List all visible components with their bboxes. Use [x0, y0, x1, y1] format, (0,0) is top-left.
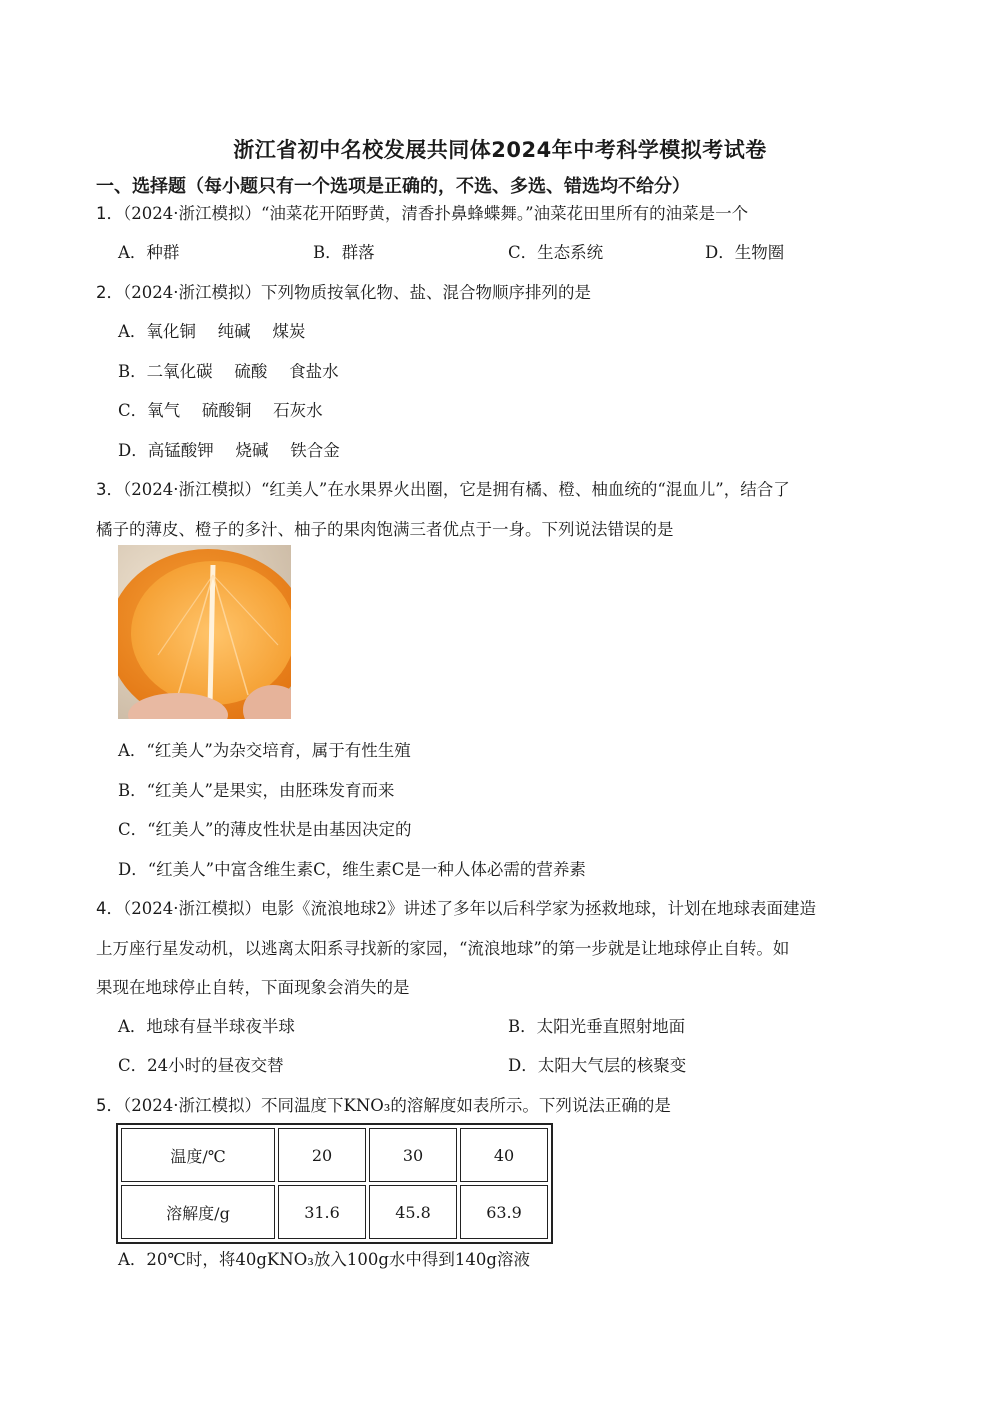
option-b: B．群落 — [313, 243, 375, 262]
option-b: B．“红美人”是果实，由胚珠发育而来 — [118, 781, 395, 800]
question-text: 不同温度下KNO₃的溶解度如表所示。下列说法正确的是 — [261, 1096, 671, 1115]
option-d: D．太阳大气层的核聚变 — [508, 1056, 687, 1075]
orange-fruit-image — [118, 545, 291, 719]
table-cell: 20 — [278, 1128, 366, 1182]
question-2-stem — [96, 281, 591, 305]
question-text: 下列物质按氧化物、盐、混合物顺序排列的是 — [261, 283, 591, 302]
question-1-stem — [96, 202, 748, 226]
option-b: B．太阳光垂直照射地面 — [508, 1017, 686, 1036]
option-a: A．20℃时，将40gKNO₃放入100g水中得到140g溶液 — [118, 1250, 530, 1269]
page-title: 浙江省初中名校发展共同体2024年中考科学模拟考试卷 — [233, 138, 767, 162]
option-c: C．氧气 硫酸铜 石灰水 — [118, 401, 323, 420]
option-d: D．“红美人”中富含维生素C，维生素C是一种人体必需的营养素 — [118, 860, 586, 879]
option-d: D．高锰酸钾 烧碱 铁合金 — [118, 441, 340, 460]
question-source-tag: （2024·浙江模拟） — [123, 480, 261, 499]
section-heading: 一、选择题（每小题只有一个选项是正确的，不选、多选、错选均不给分） — [96, 176, 690, 197]
option-a: A．“红美人”为杂交培育，属于有性生殖 — [118, 741, 411, 760]
option-c: C．生态系统 — [508, 243, 604, 262]
option-d: D．生物圈 — [705, 243, 785, 262]
table-row — [121, 1128, 548, 1182]
question-3-stem — [96, 478, 790, 502]
table-header-cell: 温度/℃ — [121, 1128, 275, 1182]
option-b: B．二氧化碳 硫酸 食盐水 — [118, 362, 339, 381]
table-cell: 30 — [369, 1128, 457, 1182]
option-c: C．24小时的昼夜交替 — [118, 1056, 284, 1075]
option-a: A．地球有昼半球夜半球 — [118, 1017, 295, 1036]
question-text: “油菜花开陌野黄，清香扑鼻蜂蝶舞。”油菜花田里所有的油菜是一个 — [261, 204, 749, 223]
question-4-stem — [96, 897, 816, 921]
question-source-tag: （2024·浙江模拟） — [123, 899, 261, 918]
question-number: 4． — [96, 899, 123, 918]
question-number: 3． — [96, 480, 123, 499]
question-text-continued: 果现在地球停止自转，下面现象会消失的是 — [96, 978, 410, 997]
solubility-table — [116, 1123, 553, 1244]
option-c: C．“红美人”的薄皮性状是由基因决定的 — [118, 820, 412, 839]
option-a: A．种群 — [118, 243, 180, 262]
table-cell: 45.8 — [369, 1185, 457, 1239]
question-source-tag: （2024·浙江模拟） — [123, 204, 261, 223]
question-text: 电影《流浪地球2》讲述了多年以后科学家为拯救地球，计划在地球表面建造 — [261, 899, 816, 918]
question-number: 5． — [96, 1096, 123, 1115]
table-cell: 63.9 — [460, 1185, 548, 1239]
question-number: 1． — [96, 204, 123, 223]
question-source-tag: （2024·浙江模拟） — [123, 283, 261, 302]
table-header-cell: 溶解度/g — [121, 1185, 275, 1239]
table-row — [121, 1185, 548, 1239]
question-number: 2． — [96, 283, 123, 302]
orange-photo — [118, 545, 291, 719]
question-text-continued: 上万座行星发动机，以逃离太阳系寻找新的家园，“流浪地球”的第一步就是让地球停止自转。如 — [96, 939, 790, 958]
table-cell: 40 — [460, 1128, 548, 1182]
question-text: “红美人”在水果界火出圈，它是拥有橘、橙、柚血统的“混血儿”，结合了 — [261, 480, 790, 499]
question-text-continued: 橘子的薄皮、橙子的多汁、柚子的果肉饱满三者优点于一身。下列说法错误的是 — [96, 520, 674, 539]
question-5-stem — [96, 1094, 671, 1118]
table-cell: 31.6 — [278, 1185, 366, 1239]
option-a: A．氧化铜 纯碱 煤炭 — [118, 322, 306, 341]
question-source-tag: （2024·浙江模拟） — [123, 1096, 261, 1115]
